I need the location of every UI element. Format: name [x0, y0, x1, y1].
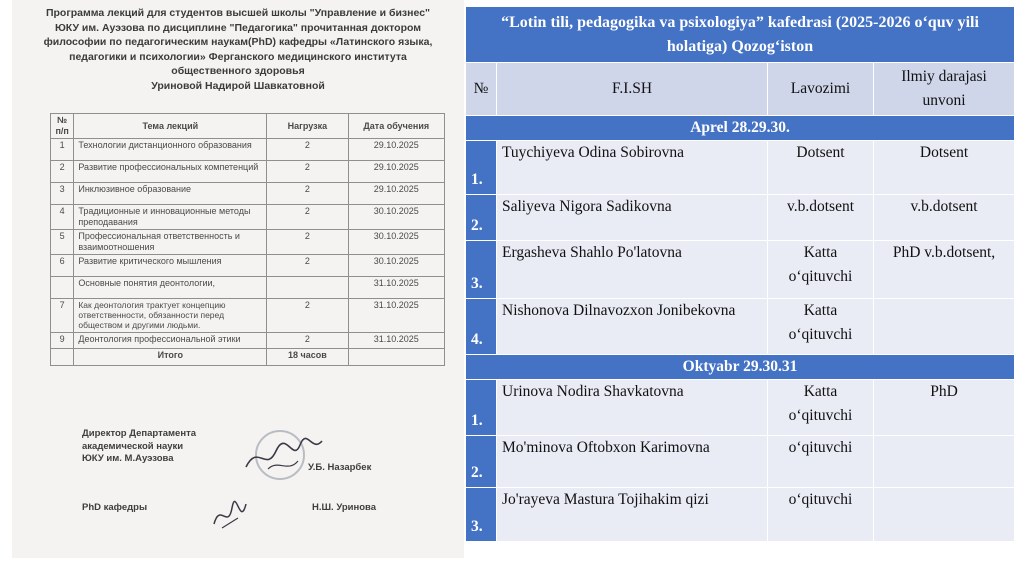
header-line: Программа лекций для студентов высшей школы "Управление и бизнес"	[45, 7, 431, 19]
header-line: философии по педагогическим наукам(PhD) кафедры «Латинского языка,	[43, 36, 433, 49]
row-number: 5	[51, 230, 74, 255]
signature-1-icon	[238, 423, 328, 483]
section-row	[466, 116, 1015, 141]
signatory-2-title: PhD кафедры	[82, 502, 148, 513]
row-topic: Традиционные и инновационные методы преподавания	[74, 205, 267, 230]
staff-name: Tuychiyeva Odina Sobirovna	[497, 141, 768, 195]
staff-row	[466, 380, 1015, 436]
staff-number: 4.	[466, 299, 497, 355]
col-header-number: №	[466, 63, 497, 116]
lecture-row	[51, 230, 445, 255]
lecture-row	[51, 299, 445, 333]
row-load: 2	[267, 139, 348, 161]
lecture-row	[51, 205, 445, 230]
row-number: 9	[51, 333, 74, 349]
schedule-title-row	[466, 7, 1015, 63]
col-header-load: Нагрузка	[267, 114, 348, 139]
staff-degree	[874, 299, 1015, 355]
signatory-line: Директор Департамента	[82, 428, 197, 439]
lecture-table	[50, 113, 445, 366]
row-number: 7	[51, 299, 74, 333]
row-date: 29.10.2025	[348, 139, 444, 161]
staff-position: Katta o‘qituvchi	[768, 299, 874, 355]
section-label: Oktyabr 29.30.31	[466, 355, 1015, 380]
staff-degree	[874, 488, 1015, 542]
staff-number: 3.	[466, 241, 497, 299]
header-line: ЮКУ им. Ауэзова по дисциплине "Педагогика" прочитанная доктором	[54, 21, 422, 34]
col-header-number: № п/п	[51, 114, 74, 139]
staff-number: 1.	[466, 380, 497, 436]
staff-name: Nishonova Dilnavozxon Jonibekovna	[497, 299, 768, 355]
staff-name: Urinova Nodira Shavkatovna	[497, 380, 768, 436]
staff-degree	[874, 436, 1015, 488]
schedule-title: “Lotin tili, pedagogika va psixologiya” kafedrasi (2025-2026 o‘quv yili holatiga) Qozog‘iston	[466, 7, 1015, 63]
row-topic: Основные понятия деонтологии,	[74, 277, 267, 299]
staff-name: Ergasheva Shahlo Po'latovna	[497, 241, 768, 299]
staff-position: Dotsent	[768, 141, 874, 195]
staff-position: Katta o‘qituvchi	[768, 380, 874, 436]
staff-number: 3.	[466, 488, 497, 542]
row-date: 30.10.2025	[348, 205, 444, 230]
document-header	[20, 6, 456, 94]
row-load: 2	[267, 255, 348, 277]
row-load: 2	[267, 299, 348, 333]
signatory-line: академической науки	[82, 440, 184, 452]
signatory-2-name: Н.Ш. Уринова	[312, 502, 377, 513]
lecture-row	[51, 183, 445, 205]
row-load: 2	[267, 230, 348, 255]
staff-degree: Dotsent	[874, 141, 1015, 195]
row-load	[267, 277, 348, 299]
row-topic: Деонтология профессиональной этики	[74, 333, 267, 349]
staff-row	[466, 241, 1015, 299]
row-number: 2	[51, 161, 74, 183]
staff-position: o‘qituvchi	[768, 488, 874, 542]
row-topic: Инклюзивное образование	[74, 183, 267, 205]
col-header-date: Дата обучения	[348, 114, 444, 139]
header-line: общественного здоровья	[171, 65, 305, 78]
row-topic: Технологии дистанционного образования	[74, 139, 267, 161]
row-number: 6	[51, 255, 74, 277]
row-number: 3	[51, 183, 74, 205]
row-date: 29.10.2025	[348, 161, 444, 183]
row-date: 30.10.2025	[348, 255, 444, 277]
staff-number: 1.	[466, 141, 497, 195]
lecture-row	[51, 255, 445, 277]
staff-degree: PhD v.b.dotsent,	[874, 241, 1015, 299]
scanned-lecture-program	[12, 0, 464, 558]
total-label: Итого	[74, 349, 267, 366]
col-header-fish: F.I.SH	[497, 63, 768, 116]
row-date: 31.10.2025	[348, 277, 444, 299]
schedule-header-row	[466, 63, 1015, 116]
row-load: 2	[267, 205, 348, 230]
row-topic: Как деонтология трактует концепцию ответственности, обязанности перед обществом и другими людьми.	[74, 299, 267, 333]
row-number: 4	[51, 205, 74, 230]
lecture-table-header	[51, 114, 445, 139]
staff-number: 2.	[466, 436, 497, 488]
signatory-1-name: У.Б. Назарбек	[308, 462, 372, 473]
lecture-total-row	[51, 349, 445, 366]
staff-row	[466, 299, 1015, 355]
col-header-degree: Ilmiy darajasi unvoni	[874, 63, 1015, 116]
lecture-row	[51, 161, 445, 183]
lecture-row	[51, 139, 445, 161]
row-load: 2	[267, 183, 348, 205]
staff-degree: PhD	[874, 380, 1015, 436]
staff-row	[466, 488, 1015, 542]
row-date: 31.10.2025	[348, 299, 444, 333]
row-topic: Развитие профессиональных компетенций	[74, 161, 267, 183]
staff-row	[466, 141, 1015, 195]
staff-name: Mo'minova Oftobxon Karimovna	[497, 436, 768, 488]
staff-row	[466, 195, 1015, 241]
section-row	[466, 355, 1015, 380]
signatory-line: ЮКУ им. М.Ауэзова	[82, 453, 174, 464]
row-load: 2	[267, 333, 348, 349]
lecture-row	[51, 333, 445, 349]
total-value: 18 часов	[267, 349, 348, 366]
staff-number: 2.	[466, 195, 497, 241]
row-topic: Развитие критического мышления	[74, 255, 267, 277]
staff-position: o‘qituvchi	[768, 436, 874, 488]
row-date: 30.10.2025	[348, 230, 444, 255]
header-line: педагогики и психологии» Ферганского медицинского института	[69, 50, 407, 63]
col-header-topic: Тема лекций	[74, 114, 267, 139]
section-label: Aprel 28.29.30.	[466, 116, 1015, 141]
staff-degree: v.b.dotsent	[874, 195, 1015, 241]
staff-schedule-table	[465, 6, 1015, 542]
row-date: 29.10.2025	[348, 183, 444, 205]
staff-name: Saliyeva Nigora Sadikovna	[497, 195, 768, 241]
row-topic: Профессиональная ответственность и взаимоотношения	[74, 230, 267, 255]
col-header-position: Lavozimi	[768, 63, 874, 116]
signature-2-icon	[208, 494, 252, 534]
row-date: 31.10.2025	[348, 333, 444, 349]
row-load: 2	[267, 161, 348, 183]
header-line: Уриновой Надирой Шавкатовной	[151, 79, 325, 92]
staff-position: v.b.dotsent	[768, 195, 874, 241]
row-number	[51, 277, 74, 299]
staff-row	[466, 436, 1015, 488]
staff-position: Katta o‘qituvchi	[768, 241, 874, 299]
staff-name: Jo'rayeva Mastura Tojihakim qizi	[497, 488, 768, 542]
lecture-row	[51, 277, 445, 299]
signatory-1-title	[82, 428, 196, 466]
row-number: 1	[51, 139, 74, 161]
